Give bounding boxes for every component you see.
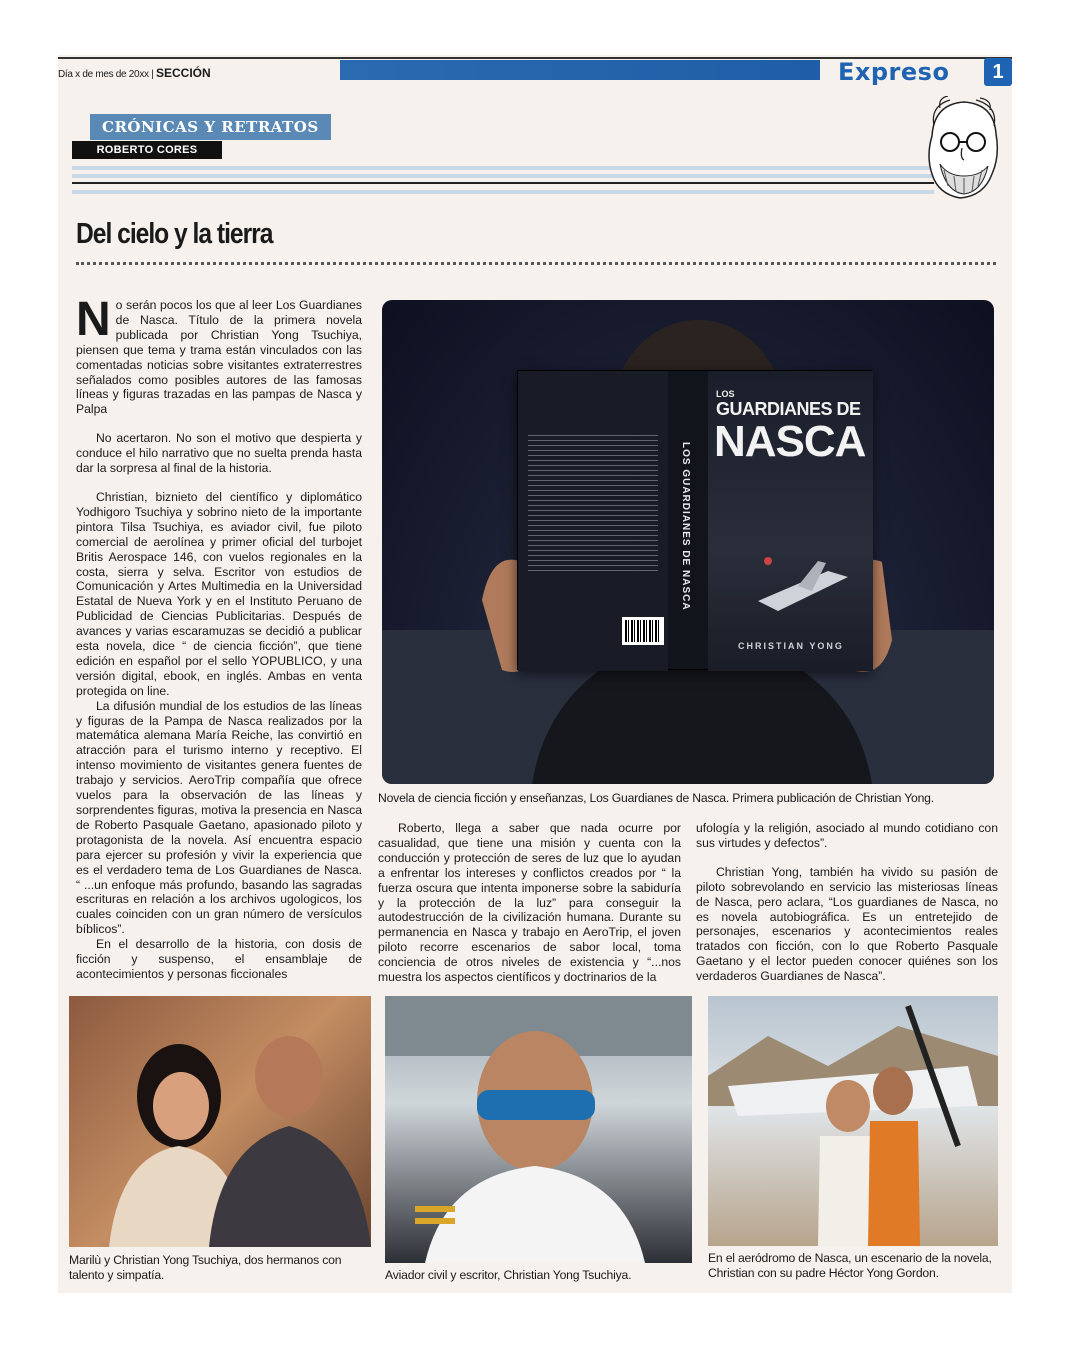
photo-aerodrome-caption: En el aeródromo de Nasca, un escenario de la novela, Christian con su padre Héctor Yong Gordon.: [708, 1251, 992, 1280]
paragraph: o serán pocos los que al leer Los Guardianes de Nasca. Título de la primera novela publicada por Christian Yong Tsuchiya, piensen que tema y trama están vinculados con las comentadas noticias sobre visitantes extraterrestres señalados como posibles autores de las famosas líneas y figuras trazadas en las pampas de Nasca y Palpa: [76, 298, 362, 417]
book-blurb-text: [528, 431, 658, 571]
header-stripe: [72, 182, 934, 184]
left-column: [76, 293, 362, 982]
paragraph: Christian Yong, también ha vivido su pasión de piloto sobrevolando en servicio las misteriosas líneas de Nasca, pero aclara, “Los guardianes de Nasca, no es novela autobiográfica. Es un entretejido de personajes, escenarios y acontecimientos reales tratados con ficción, con lo que Roberto Pasquale Gaetano y el lector pueden conocer quiénes son los verdaderos Guardianes de Nasca”.: [696, 864, 998, 984]
column-tag: CRÓNICAS Y RETRATOS: [90, 114, 331, 140]
newspaper-logo: Expreso: [838, 58, 950, 86]
paragraph: La difusión mundial de los estudios de las líneas y figuras de la Pampa de Nasca realizados por la matemática alemana María Reiche, las convirtió en atracción para el turismo interno y receptivo. El intenso movimiento de visitantes genera fuentes de trabajo y servicios. AeroTrip compañía que ofrece vuelos para la observación de las líneas y sorprendentes figuras, motiva la presencia en Nasca de Roberto Pasquale Gaetano, apasionado piloto y protagonista de la novela. Así encuentra espacio para ejercer su profesión y vivir la experiencia que es el verdadero tema de Los Guardianes de Nasca. “ ...un enfoque más profundo, basando las sagradas escrituras en relación a los archivos ugologicos, los cuales coinciden con un gran número de versículos bíblicos”.: [76, 698, 362, 937]
book-series: LOS: [716, 389, 735, 399]
author-caricature-illustration: [920, 96, 1004, 202]
dateline: Día x de mes de 20xx | SECCIÓN: [58, 66, 211, 80]
paragraph: Roberto, llega a saber que nada ocurre por casualidad, que tiene una misión y cuenta con la conducción y protección de seres de luz que lo ayudan a enfrentar los intereses y conflictos creados por “ la fuerza oscura que intenta imponerse sobre la sabiduría y la protección de la luz” para conseguir la autodestrucción de la civilización humana. Durante su permanencia en Nasca y trabajo en AeroTrip, el joven piloto recorre escenarios de sabor local, toma conciencia de otros niveles de existencia y “...nos muestra los aspectos científicos y doctrinarios de la: [378, 821, 681, 985]
page-number: 1: [984, 58, 1012, 86]
photo-siblings: [69, 996, 371, 1247]
paragraph: No acertaron. No son el motivo que despierta y conduce el hilo narrativo que no suelta prenda hasta dar la sorpresa al final de la historia.: [76, 431, 362, 476]
book-cover: [517, 370, 872, 670]
book-spine: LOS GUARDIANES DE NASCA: [680, 441, 691, 611]
book-title-line2: NASCA: [714, 417, 866, 466]
right-column: [696, 821, 998, 984]
header-stripe: [72, 166, 934, 170]
photo-aerodrome: [708, 996, 998, 1246]
header-blue-bar: [340, 60, 820, 80]
photo-pilot-cockpit: [385, 996, 692, 1263]
drop-cap: N: [76, 293, 111, 346]
photo-siblings-caption: Marilù y Christian Yong Tsuchiya, dos hermanos con talento y simpatía.: [69, 1253, 342, 1282]
section-label: SECCIÓN: [155, 66, 211, 80]
book-author: CHRISTIAN YONG: [738, 641, 844, 651]
book-title-line1: GUARDIANES DE: [716, 399, 861, 419]
paragraph: ufología y la religión, asociado al mundo cotidiano con sus virtudes y defectos”.: [696, 821, 998, 850]
main-photo-caption: Novela de ciencia ficción y enseñanzas, Los Guardianes de Nasca. Primera publicación de Christian Yong.: [378, 791, 934, 805]
author-tag: ROBERTO CORES: [72, 141, 222, 159]
book-front-cover: [708, 371, 873, 671]
dotted-divider: [76, 262, 996, 265]
paragraph: En el desarrollo de la historia, con dosis de ficción y suspenso, el ensamblaje de acontecimientos y personas ficcionales: [76, 937, 362, 981]
barcode-icon: [622, 617, 664, 645]
book-back-cover: [518, 371, 668, 671]
middle-column: [378, 821, 681, 985]
paragraph: Christian, biznieto del científico y diplomático Yodhigoro Tsuchiya y sobrino nieto de la importante pintora Tilsa Tsuchiya, es aviador civil, fue piloto comercial de aerolínea y primer oficial del turbojet Britis Aerospace 146, con vuelos regionales en la costa, sierra y selva. Escritor von estudios de Comunicación y Artes Multimedia en la Universidad Estatal de Nueva York y en el Instituto Peruano de Publicidad de Ciencias Publicitarias. Después de avances y varias escaramuzas se decidió a publicar esta novela, dice “ de ciencia ficción”, que tiene edición en español por el sello YOPUBLICO, y una versión digital, ebook, en inglés. Ambas en venta protegida on line.: [76, 489, 362, 698]
header-stripe: [72, 190, 934, 194]
headline: Del cielo y la tierra: [76, 218, 273, 250]
main-photo-book: [382, 300, 994, 784]
header-stripe: [72, 174, 934, 178]
photo-pilot-caption: Aviador civil y escritor, Christian Yong Tsuchiya.: [385, 1268, 632, 1282]
airplane-illustration: [708, 371, 873, 671]
